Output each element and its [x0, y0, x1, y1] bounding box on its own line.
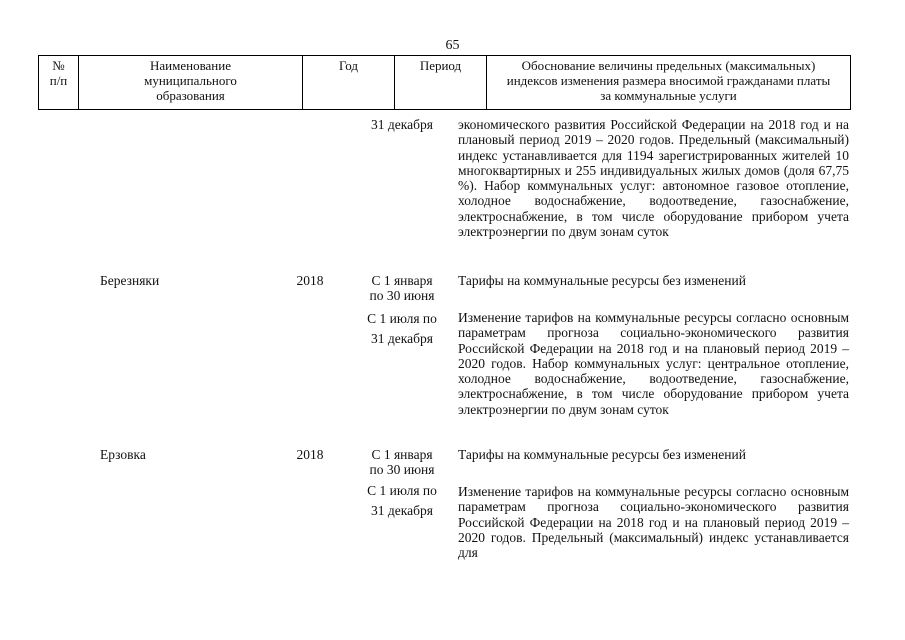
row-name: Березняки: [100, 273, 160, 288]
header-name: Наименование муниципального образования: [79, 56, 303, 109]
row-period-1: С 1 января по 30 июня: [369, 447, 435, 478]
row-period-2: С 1 июля по 31 декабря: [367, 483, 437, 518]
header-year: Год: [303, 56, 395, 109]
row-period-1: С 1 января по 30 июня: [369, 273, 435, 304]
row-basis-2: Изменение тарифов на коммунальные ресурсы согласно основным параметрам прогноза социально-экономического развития Российской Федерации на 2018 год и на плановый период 2019 – 2020 годов. Набор коммунальных услуг: центральное отопление, холодное водоснабжение, водоотведение, газоснабжение, электроснабжение, в том числе оборудование прибором учета электроэнергии по двум зонам суток: [458, 310, 849, 417]
page-number: 65: [445, 38, 460, 53]
row-name: Ерзовка: [100, 447, 146, 462]
header-period: Период: [395, 56, 487, 109]
continuation-period: 31 декабря: [371, 117, 433, 132]
row-basis-1: Тарифы на коммунальные ресурсы без изменений: [458, 447, 746, 462]
header-num: № п/п: [39, 56, 79, 109]
row-year: 2018: [296, 273, 324, 288]
row-period-2: С 1 июля по 31 декабря: [367, 311, 437, 346]
header-basis: Обоснование величины предельных (максимальных) индексов изменения размера вносимой гражданами платы за коммунальные услуги: [506, 58, 831, 103]
row-basis-2: Изменение тарифов на коммунальные ресурсы согласно основным параметрам прогноза социально-экономического развития Российской Федерации на 2018 год и на плановый период 2019 – 2020 годов. Предельный (максимальный) индекс устанавливается для: [458, 484, 849, 561]
continuation-basis: экономического развития Российской Федерации на 2018 год и на плановый период 2019 – 2020 годов. Предельный (максимальный) индекс устанавливается для 1194 зарегистрированных жителей 10 многоквартирных и 255 индивидуальных жилых домов (доля 67,75 %). Набор коммунальных услуг: автономное газовое отопление, холодное водоснабжение, водоотведение, газоснабжение, электроснабжение, в том числе оборудование прибором учета электроэнергии по двум зонам суток: [458, 117, 849, 240]
row-year: 2018: [296, 447, 324, 462]
table-header: [38, 55, 851, 110]
row-basis-1: Тарифы на коммунальные ресурсы без изменений: [458, 273, 746, 288]
